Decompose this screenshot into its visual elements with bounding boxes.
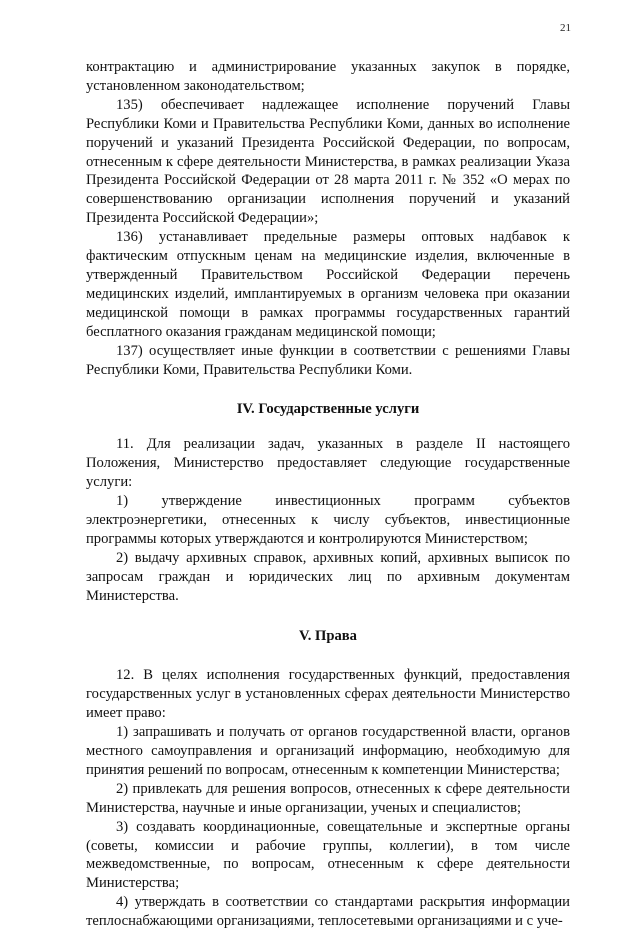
paragraph-continuation: контрактацию и администрирование указанных закупок в порядке, установленном законодательством; [86,59,570,94]
section-heading-v: V. Права [299,628,357,645]
paragraph-item-137: 137) осуществляет иные функции в соответствии с решениями Главы Республики Коми, Правительства Республики Коми. [86,342,570,378]
paragraph-12-item-4: 4) утверждать в соответствии со стандартами раскрытия информации теплоснабжающими организациями, теплосетевыми организациями и с уче- [86,894,570,930]
paragraph-11-item-1: 1) утверждение инвестиционных программ субъектов электроэнергетики, отнесенных к числу субъектов, инвестиционные программы которых утверждаются и контролируются Министерством; [86,493,570,547]
paragraph-12-item-1: 1) запрашивать и получать от органов государственной власти, органов местного самоуправления и организаций информацию, необходимую для принятия решений по вопросам, отнесенным к компетенции Министерства; [86,724,570,778]
section-heading-iv: IV. Государственные услуги [236,401,420,418]
paragraph-12: 12. В целях исполнения государственных функций, предоставления государственных услуг в установленных сферах деятельности Министерство имеет право: [86,667,570,722]
document-body [86,58,570,931]
paragraph-11: 11. Для реализации задач, указанных в разделе II настоящего Положения, Министерство предоставляет следующие государственные услуги: [86,436,570,491]
paragraph-11-item-2: 2) выдачу архивных справок, архивных копий, архивных выписок по запросам граждан и юридических лиц по архивным документам Министерства. [86,549,570,604]
paragraph-12-item-3: 3) создавать координационные, совещательные и экспертные органы (советы, комиссии и рабочие группы, коллегии), в том числе межведомственные, по вопросам, отнесенным к сфере деятельности Министерства; [86,818,570,892]
paragraph-item-135: 135) обеспечивает надлежащее исполнение поручений Главы Республики Коми и Правительства Республики Коми, данных во исполнение поручений и указаний Президента Российской Федерации, по вопросам, отнесенным к сфере деятельности Министерства, в рамках реализации Указа Президента Российской Федерации от 28 марта 2011 г. № 352 «О мерах по совершенствованию организации исполнения поручений и указаний Президента Российской Федерации»; [86,96,570,227]
paragraph-item-136: 136) устанавливает предельные размеры оптовых надбавок к фактическим отпускным ценам на медицинские изделия, включенные в утвержденный Правительством Российской Федерации перечень медицинских изделий, имплантируемых в организм человека при оказании медицинской помощи в рамках программы государственных гарантий бесплатного оказания гражданам медицинской помощи; [86,229,570,340]
page-number: 21 [560,22,571,34]
paragraph-12-item-2: 2) привлекать для решения вопросов, отнесенных к сфере деятельности Министерства, научные и иные организации, ученых и специалистов; [86,780,570,816]
